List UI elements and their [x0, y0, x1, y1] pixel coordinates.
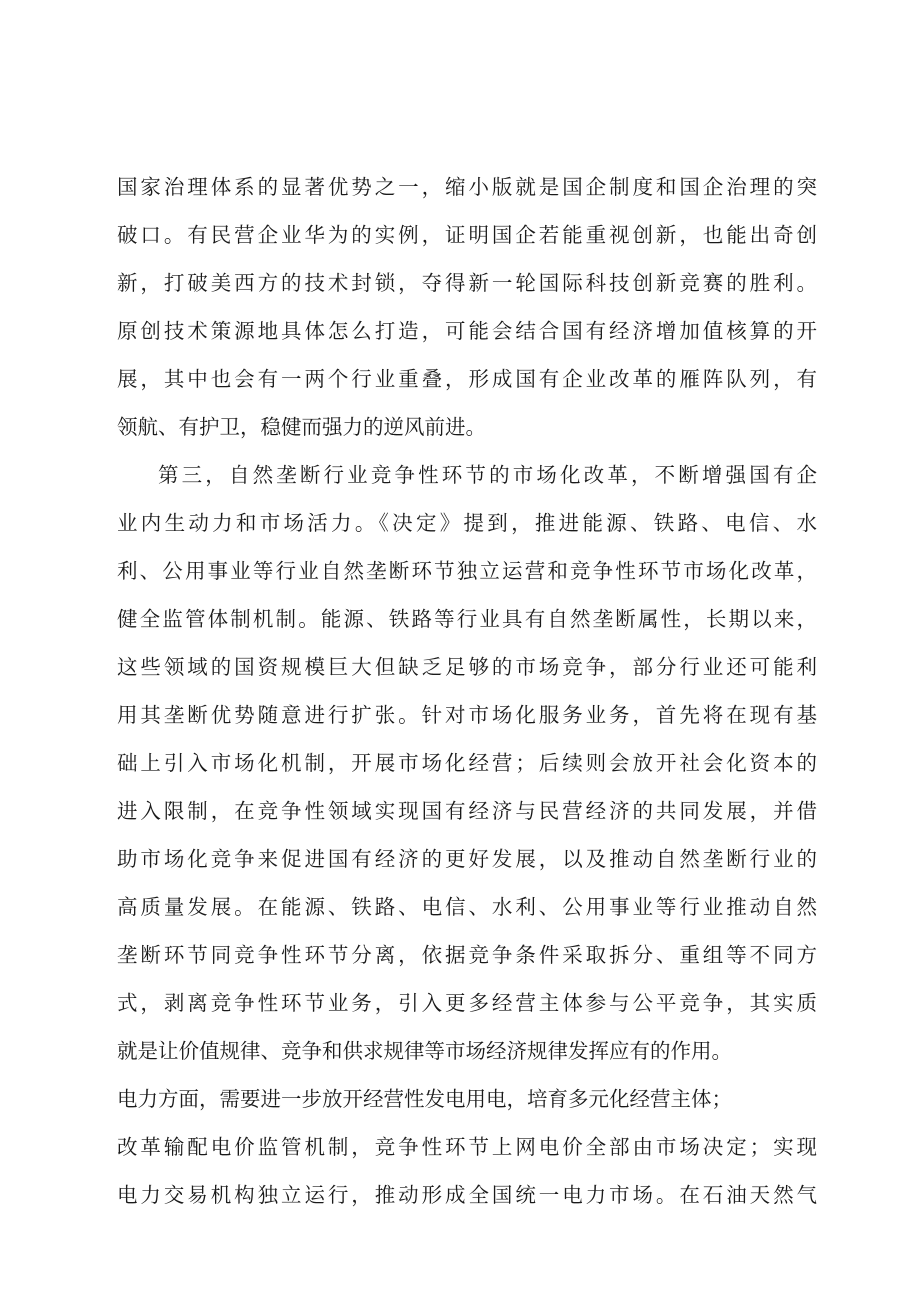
text-line: 改革输配电价监管机制，竞争性环节上网电价全部由市场决定；实现 [117, 1135, 817, 1159]
text-line: 原创技术策源地具体怎么打造，可能会结合国有经济增加值核算的开 [117, 319, 817, 343]
text-line: 展，其中也会有一两个行业重叠，形成国有企业改革的雁阵队列，有 [117, 367, 817, 391]
text-line: 破口。有民营企业华为的实例，证明国企若能重视创新，也能出奇创 [117, 223, 817, 247]
text-line: 第三，自然垄断行业竞争性环节的市场化改革，不断增强国有企 [158, 463, 817, 487]
text-line: 用其垄断优势随意进行扩张。针对市场化服务业务，首先将在现有基 [117, 703, 817, 727]
text-line: 利、公用事业等行业自然垄断环节独立运营和竞争性环节市场化改革， [117, 559, 817, 583]
text-line: 进入限制，在竞争性领域实现国有经济与民营经济的共同发展，并借 [117, 799, 817, 823]
text-line: 国家治理体系的显著优势之一，缩小版就是国企制度和国企治理的突 [117, 175, 817, 199]
text-line: 助市场化竞争来促进国有经济的更好发展，以及推动自然垄断行业的 [117, 847, 817, 871]
text-line: 领航、有护卫，稳健而强力的逆风前进。 [117, 415, 486, 439]
text-line: 新，打破美西方的技术封锁，夺得新一轮国际科技创新竞赛的胜利。 [117, 271, 817, 295]
body-text [117, 163, 817, 1219]
text-line: 健全监管体制机制。能源、铁路等行业具有自然垄断属性，长期以来， [117, 607, 817, 631]
text-line: 础上引入市场化机制，开展市场化经营；后续则会放开社会化资本的 [117, 751, 817, 775]
text-line: 高质量发展。在能源、铁路、电信、水利、公用事业等行业推动自然 [117, 895, 817, 919]
text-line: 垄断环节同竞争性环节分离，依据竞争条件采取拆分、重组等不同方 [117, 943, 817, 967]
paragraph-1 [117, 163, 817, 451]
text-line: 就是让价值规律、竞争和供求规律等市场经济规律发挥应有的作用。 [117, 1039, 732, 1063]
text-line: 电力交易机构独立运行，推动形成全国统一电力市场。在石油天然气 [117, 1183, 817, 1207]
text-line: 业内生动力和市场活力。《决定》提到，推进能源、铁路、电信、水 [117, 511, 817, 535]
text-line: 电力方面，需要进一步放开经营性发电用电，培育多元化经营主体； [117, 1087, 732, 1111]
text-line: 这些领域的国资规模巨大但缺乏足够的市场竞争，部分行业还可能利 [117, 655, 817, 679]
text-line: 式，剥离竞争性环节业务，引入更多经营主体参与公平竞争，其实质 [117, 991, 817, 1015]
paragraph-2 [117, 451, 817, 1219]
